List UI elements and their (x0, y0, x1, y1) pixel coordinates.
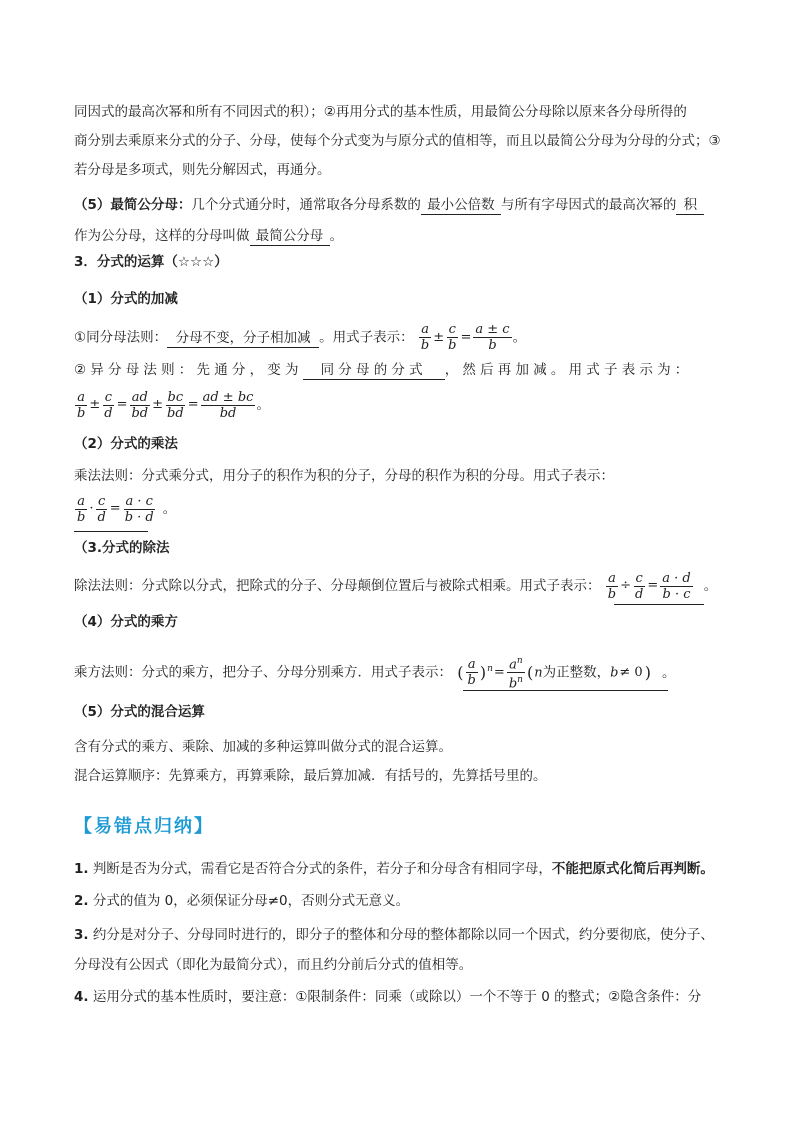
error-point-2 (74, 891, 409, 911)
list-number: 1. (74, 861, 89, 877)
fraction: $\frac{ad}{bd}$ (131, 389, 149, 421)
text: 分式的值为 0，必须保证分母≠0，否则分式无意义。 (88, 893, 410, 909)
error-point-3 (74, 925, 714, 945)
division-rule (74, 570, 717, 602)
same-denominator-rule (74, 322, 526, 353)
blank-answer: 同分母的分式 (303, 362, 445, 380)
text: 几个分式通分时，通常取各分母系数的 (191, 197, 421, 213)
list-number: 4. (74, 989, 89, 1005)
operator: ÷ (620, 578, 632, 593)
lcd-definition-cont (74, 226, 343, 246)
different-denominator-rule (74, 360, 693, 380)
paren: ( (457, 662, 464, 682)
paragraph-line: 混合运算顺序：先算乘方，再算乘除，最后算加减．有括号的，先算括号里的。 (74, 768, 547, 784)
text: ，然后再加减。用式子表示为： (444, 362, 693, 378)
blank-answer: 最小公倍数 (421, 197, 501, 215)
text: 。 (703, 578, 718, 594)
emphasis-text: 不能把原式化简后再判断。 (551, 861, 714, 877)
formula-underline (614, 604, 704, 605)
blank-answer: 分母不变，分子相加减 (167, 330, 319, 348)
text: 。 (512, 329, 527, 346)
fraction: $\frac{a}{b}$ (607, 570, 617, 602)
operator: = (647, 578, 659, 593)
operator: = (109, 501, 121, 516)
subsection-title: （2）分式的乘法 (74, 436, 178, 452)
blank-answer: 积 (676, 197, 704, 215)
paren: ) (644, 662, 651, 682)
operator: = (493, 664, 505, 680)
error-point-1 (74, 859, 714, 879)
operator: = (116, 397, 128, 412)
operator: ± (89, 397, 101, 412)
fraction: $\frac{c}{d}$ (104, 389, 113, 421)
text: 为正整数， (542, 664, 611, 681)
lcd-label: （5）最简公分母： (74, 197, 192, 213)
error-point-4 (74, 987, 701, 1007)
power-rule (74, 652, 675, 691)
exponent: n (487, 664, 493, 674)
different-denominator-formula (74, 389, 270, 421)
formula-underline (463, 690, 668, 691)
fraction: $\frac{a}{b}$ (467, 657, 476, 688)
blank-answer: 最简公分母 (250, 228, 330, 246)
operator: · (89, 501, 94, 516)
paragraph-line: 若分母是多项式，则先分解因式，再通分。 (74, 162, 331, 178)
text: 除法法则：分式除以分式，把除式的分子、分母颠倒位置后与被除式相乘。用式子表示： (74, 578, 601, 594)
fraction: $\frac{a}{b}$ (420, 322, 430, 353)
error-point-3-cont: 分母没有公因式（即化为最简分式），而且约分前后分式的值相等。 (74, 957, 473, 973)
text: 。用式子表示： (319, 329, 414, 346)
fraction: $\frac{bc}{bd}$ (167, 389, 184, 421)
text: 约分是对分子、分母同时进行的，即分子的整体和分母的整体都除以同一个因式，约分要彻底，使分子、 (88, 927, 714, 943)
subsection-title: （4）分式的乘方 (74, 614, 178, 630)
text: 。 (661, 664, 676, 681)
paragraph-line: 商分别去乘原来分式的分子、分母，使每个分式变为与原分式的值相等，而且以最简公分母为分母的分式；③ (74, 133, 721, 149)
fraction: $\frac{a^n}{b^n}$ (508, 655, 523, 692)
lcd-definition (74, 195, 704, 215)
fraction: $\frac{c}{b}$ (448, 322, 457, 353)
fraction: $\frac{a \cdot c}{b \cdot d}$ (124, 493, 154, 525)
fraction: $\frac{ad \pm bc}{bd}$ (202, 389, 254, 421)
fraction: $\frac{a}{b}$ (77, 389, 86, 421)
multiplication-formula (74, 492, 176, 526)
fraction: $\frac{a}{b}$ (77, 493, 86, 525)
text: 与所有字母因式的最高次幂的 (500, 197, 677, 213)
text: 。 (256, 397, 270, 413)
variable: b (610, 665, 619, 681)
list-number: 2. (74, 893, 89, 909)
subsection-title: （1）分式的加减 (74, 291, 178, 307)
paren: ( (526, 662, 534, 682)
text: 作为公分母，这样的分母叫做 (74, 228, 250, 244)
operator: ± (433, 329, 445, 345)
text: 运用分式的基本性质时，要注意：①限制条件：同乘（或除以）一个不等于 0 的整式；②隐含条件：分 (88, 989, 702, 1005)
fraction: $\frac{c}{d}$ (635, 570, 644, 602)
operator: = (460, 329, 472, 345)
text: 判断是否为分式，需看它是否符合分式的条件，若分子和分母含有相同字母， (88, 861, 552, 877)
text: 。 (162, 501, 177, 517)
fraction: $\frac{a \pm c}{b}$ (475, 322, 510, 353)
paragraph-line: 同因式的最高次幂和所有不同因式的积）；②再用分式的基本性质，用最简公分母除以原来各分母所得的 (74, 104, 687, 120)
operator: = (187, 397, 199, 412)
formula-underline (74, 531, 148, 532)
fraction: $\frac{a \cdot d}{b \cdot c}$ (662, 570, 691, 602)
subsection-title: （5）分式的混合运算 (74, 704, 205, 720)
operator: ≠ 0 (619, 664, 643, 680)
error-summary-heading: 【易错点归纳】 (74, 816, 214, 837)
list-number: 3. (74, 927, 89, 943)
paren: ) (479, 662, 487, 682)
text: 。 (329, 228, 343, 244)
text: ①同分母法则： (74, 329, 168, 346)
fraction: $\frac{c}{d}$ (97, 493, 106, 525)
paragraph-line: 含有分式的乘方、乘除、加减的多种运算叫做分式的混合运算。 (74, 739, 452, 755)
text: 乘方法则：分式的乘方，把分子、分母分别乘方．用式子表示： (74, 664, 452, 681)
section-title: 3．分式的运算（☆☆☆） (74, 254, 228, 270)
subsection-title: （3.分式的除法 (74, 540, 170, 556)
operator: ± (152, 397, 164, 412)
variable: n (534, 665, 543, 681)
multiplication-rule: 乘法法则：分式乘分式，用分子的积作为积的分子，分母的积作为积的分母。用式子表示： (74, 468, 614, 484)
text: ②异分母法则：先通分，变为 (74, 362, 303, 378)
